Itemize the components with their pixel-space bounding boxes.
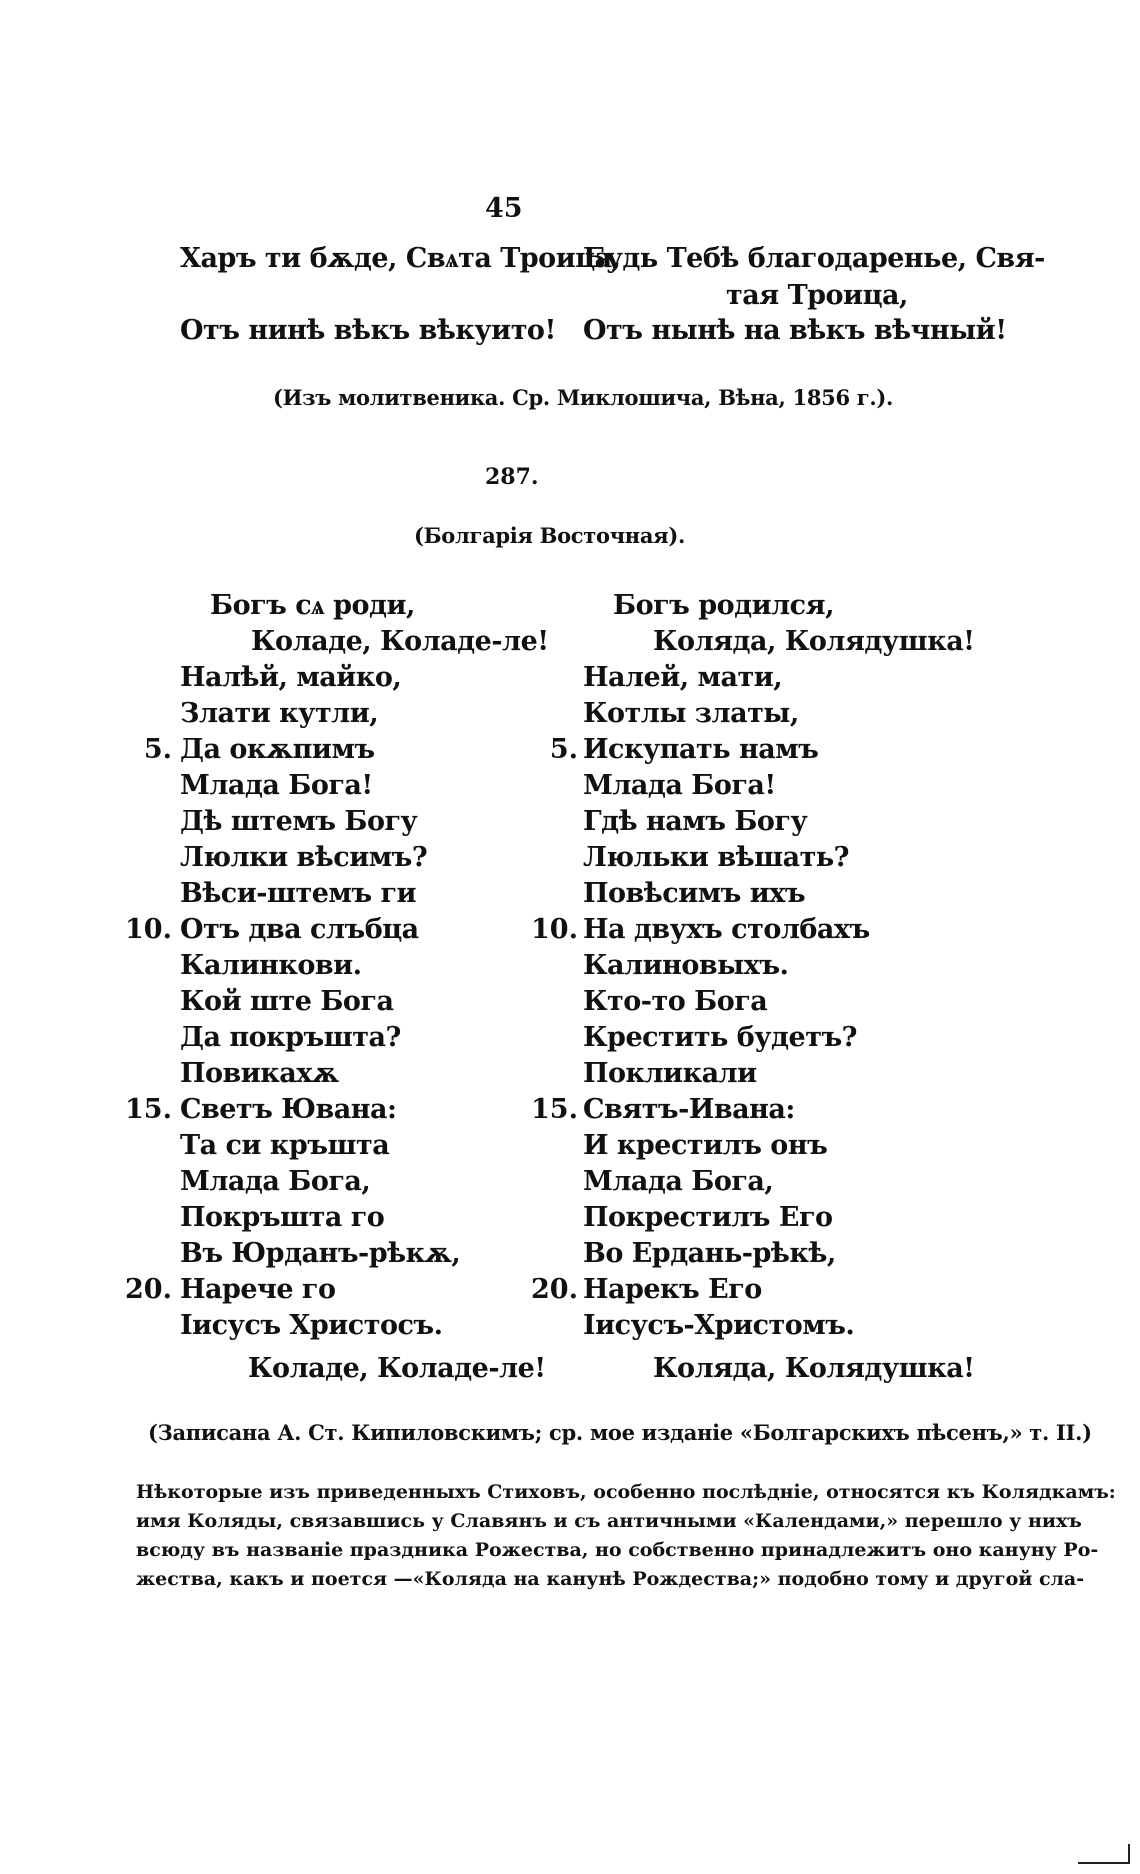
line-number: 5. xyxy=(549,734,578,765)
poem-left-line: Налѣй, майко, xyxy=(180,662,402,693)
poem-left-line: Млада Бога! xyxy=(180,770,373,801)
line-number: 10. xyxy=(125,914,172,945)
poem-left-line: Злати кутли, xyxy=(180,698,379,729)
line-number: 20. xyxy=(531,1274,578,1305)
poem-right-line: Покликали xyxy=(583,1058,757,1089)
line-number: 5. xyxy=(143,734,172,765)
recorded-note: (Записана А. Ст. Кипиловскимъ; ср. мое изданіе «Болгарскихъ пѣсенъ,» т. II.) xyxy=(148,1420,1092,1445)
source-note: (Изъ молитвеника. Ср. Миклошича, Вѣна, 1856 г.). xyxy=(273,385,893,410)
poem-right-line: Млада Бога, xyxy=(583,1166,774,1197)
paragraph-line: всюду въ названіе праздника Рожества, но собственно принадлежитъ оно кануну Ро- xyxy=(136,1539,1099,1561)
poem-left-line: Коладе, Коладе-ле! xyxy=(248,1353,546,1384)
poem-right-line: Коляда, Колядушка! xyxy=(653,626,975,657)
poem-right-line: И крестилъ онъ xyxy=(583,1130,828,1161)
poem-right-line: Нарекъ Его xyxy=(583,1274,762,1305)
paragraph-line: имя Коляды, связавшись у Славянъ и съ античными «Календами,» перешло у нихъ xyxy=(136,1510,1082,1532)
top-left-line-2: Отъ нинѣ вѣкъ вѣкуито! xyxy=(180,315,556,346)
paragraph-line: Нѣкоторые изъ приведенныхъ Стиховъ, особенно послѣдніе, относятся къ Колядкамъ: xyxy=(136,1481,1116,1503)
poem-left-line: Дѣ штемъ Богу xyxy=(180,806,418,837)
poem-right-line: Млада Бога! xyxy=(583,770,776,801)
poem-left-line: Калинкови. xyxy=(180,950,362,981)
poem-right-line: Повѣсимъ ихъ xyxy=(583,878,806,909)
line-number: 15. xyxy=(531,1094,578,1125)
poem-right-line: Люльки вѣшать? xyxy=(583,842,849,873)
poem-left-line: Въ Юрданъ-рѣкѫ, xyxy=(180,1238,461,1269)
paragraph-line: жества, какъ и поется —«Коляда на канунѣ Рождества;» подобно тому и другой сла- xyxy=(136,1568,1085,1590)
poem-right-line: Богъ родился, xyxy=(613,590,834,621)
poem-left-line: Коладе, Коладе-ле! xyxy=(251,626,549,657)
song-number: 287. xyxy=(485,464,539,490)
top-left-line-1: Харъ ти бѫде, Свѧта Троица, xyxy=(180,243,621,274)
poem-right-line: На двухъ столбахъ xyxy=(583,914,870,945)
top-right-line-1: Будь Тебѣ благодаренье, Свя- xyxy=(583,243,1045,274)
poem-right-line: Гдѣ намъ Богу xyxy=(583,806,808,837)
line-number: 10. xyxy=(531,914,578,945)
region-heading: (Болгарія Восточная). xyxy=(414,523,686,548)
poem-right-line: Коляда, Колядушка! xyxy=(653,1353,975,1384)
poem-left-line: Богъ сѧ роди, xyxy=(210,590,415,621)
line-number: 15. xyxy=(125,1094,172,1125)
poem-right-line: Котлы златы, xyxy=(583,698,799,729)
commentary-paragraph xyxy=(136,1478,1116,1594)
poem-left-line: Повикахѫ xyxy=(180,1058,339,1089)
poem-left-line: Кой ште Бога xyxy=(180,986,394,1017)
poem-right-line: Покрестилъ Его xyxy=(583,1202,833,1233)
line-number: 20. xyxy=(125,1274,172,1305)
poem-left-line: Та си кръшта xyxy=(180,1130,390,1161)
poem-left-line: Да окѫпимъ xyxy=(180,734,375,765)
poem-left-line: Млада Бога, xyxy=(180,1166,371,1197)
poem-right-line: Искупать намъ xyxy=(583,734,819,765)
poem-left-line: Покръшта го xyxy=(180,1202,385,1233)
poem-right-line: Кто-то Бога xyxy=(583,986,768,1017)
poem-right-line: Во Ердань-рѣкѣ, xyxy=(583,1238,836,1269)
poem-left-line: Вѣси-штемъ ги xyxy=(180,878,417,909)
poem-left-line: Нарече го xyxy=(180,1274,336,1305)
top-right-line-3: Отъ нынѣ на вѣкъ вѣчный! xyxy=(583,315,1007,346)
poem-left-line: Люлки вѣсимъ? xyxy=(180,842,428,873)
page-number: 45 xyxy=(485,193,523,224)
poem-right-line: Крестить будетъ? xyxy=(583,1022,857,1053)
poem-left-line: Отъ два слъбца xyxy=(180,914,419,945)
poem-left-line: Да покръшта? xyxy=(180,1022,401,1053)
poem-right-line: Налей, мати, xyxy=(583,662,783,693)
top-right-line-2: тая Троица, xyxy=(726,280,908,311)
poem-right-line: Святъ-Ивана: xyxy=(583,1094,795,1125)
poem-left-line: Іисусъ Христосъ. xyxy=(180,1310,443,1341)
poem-right-line: Калиновыхъ. xyxy=(583,950,789,981)
poem-right-line: Іисусъ-Христомъ. xyxy=(583,1310,855,1341)
poem-left-line: Светъ Ювана: xyxy=(180,1094,397,1125)
scan-corner-mark xyxy=(1078,1844,1130,1864)
